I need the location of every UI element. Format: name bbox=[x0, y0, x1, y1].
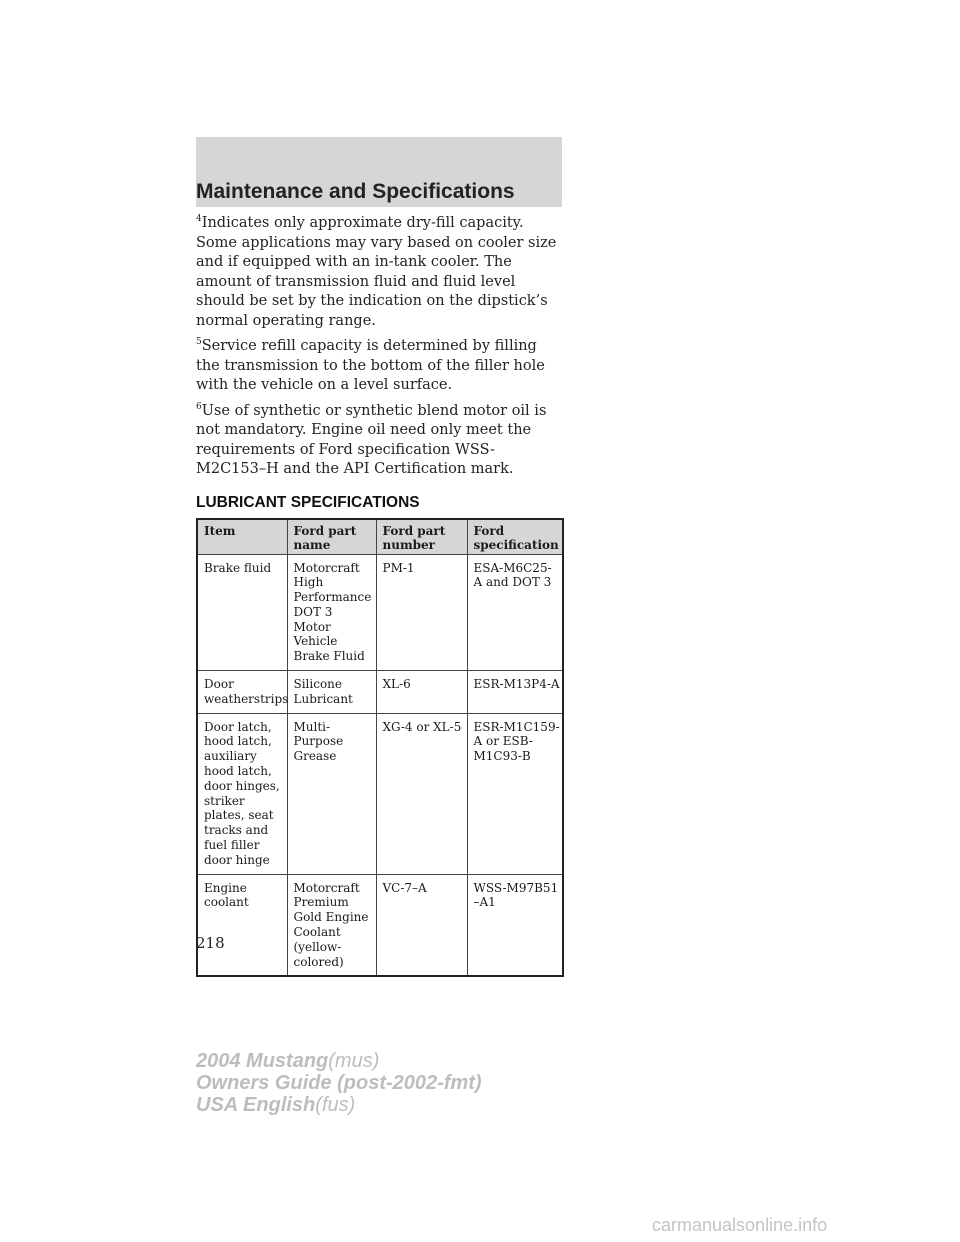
footnote-mark: 6 bbox=[196, 401, 202, 412]
column-header-part-number: Ford part number bbox=[376, 519, 467, 555]
cell-part-number: XG-4 or XL-5 bbox=[376, 713, 467, 874]
footer-model: 2004 Mustang bbox=[196, 1050, 329, 1072]
cell-part-name: Silicone Lubricant bbox=[287, 671, 376, 714]
footer-guide: Owners Guide (post-2002-fmt) bbox=[196, 1072, 482, 1094]
section-heading: LUBRICANT SPECIFICATIONS bbox=[196, 493, 420, 511]
cell-item: Brake fluid bbox=[197, 554, 287, 671]
footnote-text: Indicates only approximate dry-fill capacity. Some applications may vary based on cooler size and if equipped with an in-tank cooler. The amount of transmission fluid and fluid level should be set by the indication on the dipstick’s normal operating range. bbox=[196, 215, 557, 329]
column-header-part-name: Ford part name bbox=[287, 519, 376, 555]
cell-part-number: PM-1 bbox=[376, 554, 467, 671]
footnote-mark: 5 bbox=[196, 337, 202, 348]
cell-part-name: Motorcraft Premium Gold Engine Coolant (yellow-colored) bbox=[287, 874, 376, 976]
footer-line-language bbox=[196, 1094, 482, 1116]
document-footer bbox=[196, 1050, 482, 1116]
table-row bbox=[197, 713, 563, 874]
content-column bbox=[196, 214, 562, 977]
lubricant-spec-table bbox=[196, 518, 564, 978]
cell-part-number: XL-6 bbox=[376, 671, 467, 714]
footnote-5 bbox=[196, 337, 562, 396]
footer-language: USA English bbox=[196, 1094, 316, 1116]
table-row bbox=[197, 874, 563, 976]
footer-line-guide bbox=[196, 1072, 482, 1094]
footnote-4 bbox=[196, 214, 562, 331]
page-number: 218 bbox=[196, 934, 225, 952]
cell-part-name: Multi-Purpose Grease bbox=[287, 713, 376, 874]
table-header-row bbox=[197, 519, 563, 555]
column-header-item: Item bbox=[197, 519, 287, 555]
page-header-title: Maintenance and Specifications bbox=[196, 180, 515, 203]
cell-part-number: VC-7–A bbox=[376, 874, 467, 976]
cell-part-name: Motorcraft High Performance DOT 3 Motor Vehicle Brake Fluid bbox=[287, 554, 376, 671]
footer-language-code: (fus) bbox=[315, 1094, 356, 1116]
cell-specification: ESR-M13P4-A bbox=[467, 671, 563, 714]
table-row bbox=[197, 671, 563, 714]
cell-specification: WSS-M97B51 –A1 bbox=[467, 874, 563, 976]
footnote-text: Service refill capacity is determined by filling the transmission to the bottom of the filler hole with the vehicle on a level surface. bbox=[196, 338, 545, 393]
footer-model-code: (mus) bbox=[328, 1050, 380, 1072]
footnote-6 bbox=[196, 402, 562, 480]
watermark-link[interactable]: carmanualsonline.info bbox=[652, 1215, 828, 1235]
cell-item: Door weatherstrips bbox=[197, 671, 287, 714]
footer-line-model bbox=[196, 1050, 482, 1072]
cell-specification: ESR-M1C159-A or ESB-M1C93-B bbox=[467, 713, 563, 874]
footnote-mark: 4 bbox=[196, 214, 202, 225]
header-band bbox=[196, 137, 562, 207]
cell-specification: ESA-M6C25-A and DOT 3 bbox=[467, 554, 563, 671]
table-row bbox=[197, 554, 563, 671]
cell-item: Door latch, hood latch, auxiliary hood latch, door hinges, striker plates, seat tracks and fuel filler door hinge bbox=[197, 713, 287, 874]
column-header-specification: Ford specification bbox=[467, 519, 563, 555]
cell-item: Engine coolant bbox=[197, 874, 287, 976]
footnote-text: Use of synthetic or synthetic blend motor oil is not mandatory. Engine oil need only meet the requirements of Ford specification WSS-M2C153–H and the API Certification mark. bbox=[196, 402, 547, 477]
